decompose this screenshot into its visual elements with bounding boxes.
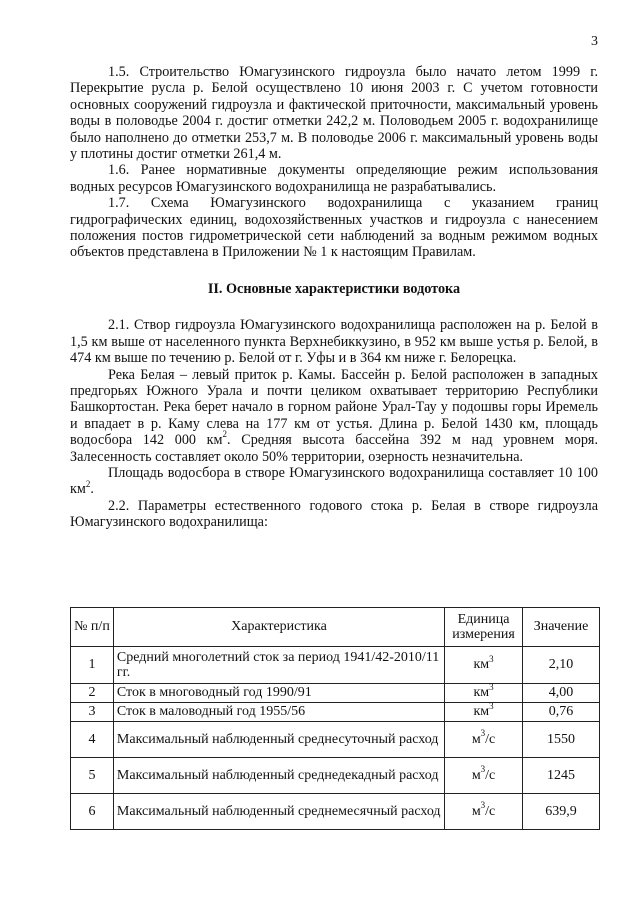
paragraph-belaya-sup: 2 [222,429,228,440]
row-value: 1550 [523,722,600,758]
table-row [71,794,600,830]
unit-base: км [473,704,490,720]
row-unit [445,681,523,703]
unit-tail: /с [485,731,496,747]
paragraph-area-sup: 2 [85,478,91,489]
row-num: 2 [71,684,114,703]
paragraph-area [70,465,598,498]
row-value: 1245 [523,758,600,794]
row-characteristic: Сток в маловодный год 1955/56 [113,703,444,722]
row-num: 4 [71,722,114,758]
table-row [71,647,600,684]
unit-tail: /с [485,767,496,783]
unit-base: км [473,685,490,701]
document-body [70,64,598,531]
paragraph-1-5: 1.5. Строительство Юмагузинского гидроузла было начато летом 1999 г. Перекрытие русла р. Белой осуществлено 10 июня 2003 г. С учетом готовности основных сооружений гидроузла и фактической приточности, максимальный уровень воды в половодье 2004 г. достиг отметки 242,2 м. Половодьем 2005 г. водохранилище было наполнено до отметки 253,7 м. В половодье 2006 г. максимальный уровень воды у плотины достиг отметки 261,4 м. [70,64,598,163]
unit-sup: 3 [489,681,494,692]
paragraph-1-6: 1.6. Ранее нормативные документы определяющие режим использования водных ресурсов Юмагузинского водохранилища не разрабатывались. [70,162,598,195]
row-num: 3 [71,703,114,722]
unit-sup: 3 [480,764,486,775]
unit-sup: 3 [480,728,486,739]
header-characteristic: Характеристика [113,608,444,647]
header-unit: Единица измерения [445,608,523,647]
row-num: 5 [71,758,114,794]
section-heading: II. Основные характеристики водотока [207,280,461,297]
unit-base: м [471,767,481,783]
header-value: Значение [523,608,600,647]
paragraph-area-text-b: . [90,481,94,498]
row-value: 4,00 [523,684,600,703]
paragraph-belaya-text-b: . Средняя высота бассейна 392 м над уровнем моря. Залесенность составляет около 50% территории, озерность незначительна. [70,432,599,465]
table-row [71,758,600,794]
row-value: 0,76 [523,703,600,722]
unit-sup: 3 [480,800,486,811]
row-value: 2,10 [523,647,600,684]
row-unit [445,722,523,758]
paragraph-2-2: 2.2. Параметры естественного годового стока р. Белая в створе гидроузла Юмагузинского водохранилища: [70,497,598,531]
paragraph-2-1: 2.1. Створ гидроузла Юмагузинского водохранилища расположен на р. Белой в 1,5 км выше от населенного пункта Верхнебиккузино, в 952 км выше устья р. Белой, в 474 км выше по течению р. Белой от г. Уфы и в 364 км ниже г. Белорецка. [70,317,598,367]
unit-tail: /с [485,803,496,819]
unit-base: м [471,731,481,747]
row-unit [445,758,523,794]
row-characteristic: Средний многолетний сток за период 1941/42-2010/11 гг. [113,647,444,684]
paragraph-area-text-a: Площадь водосбора в створе Юмагузинского водохранилища составляет 10 100 км [70,464,598,498]
paragraph-belaya-text-a: Река Белая – левый приток р. Камы. Бассейн р. Белой расположен в западных предгорьях Южного Урала и почти целиком охватывает территорию Республики Башкортостан. Река берет начало в горном районе Урал-Тау у подошвы горы Иремель и впадает в р. Каму слева на 177 км от устья. Длина р. Белой 1430 км, площадь водосбора 142 000 км [70,366,598,449]
row-characteristic: Максимальный наблюденный среднемесячный расход [113,794,444,830]
unit-base: м [471,803,481,819]
row-unit [445,647,523,684]
row-value: 639,9 [523,794,600,830]
unit-sup: 3 [489,700,494,711]
row-characteristic: Сток в многоводный год 1990/91 [113,684,444,703]
row-num: 1 [71,647,114,684]
table-row [71,722,600,758]
row-characteristic: Максимальный наблюденный среднедекадный расход [113,758,444,794]
paragraph-belaya [70,367,598,465]
header-num: № п/п [71,608,114,647]
row-unit [445,700,523,722]
table-row [71,703,600,722]
unit-sup: 3 [489,653,494,664]
row-characteristic: Максимальный наблюденный среднесуточный расход [113,722,444,758]
paragraph-1-7: 1.7. Схема Юмагузинского водохранилища с указанием границ гидрографических единиц, водохозяйственных участков и гидроузла с нанесением положения постов гидрометрической сети наблюдений за водным режимом водных объектов представлена в Приложении № 1 к настоящим Правилам. [70,195,598,261]
page-number: 3 [591,34,598,49]
row-num: 6 [71,794,114,830]
row-unit [445,794,523,830]
parameters-table [70,607,600,830]
unit-base: км [473,657,490,673]
table-row [71,684,600,703]
table-header-row [71,608,600,647]
